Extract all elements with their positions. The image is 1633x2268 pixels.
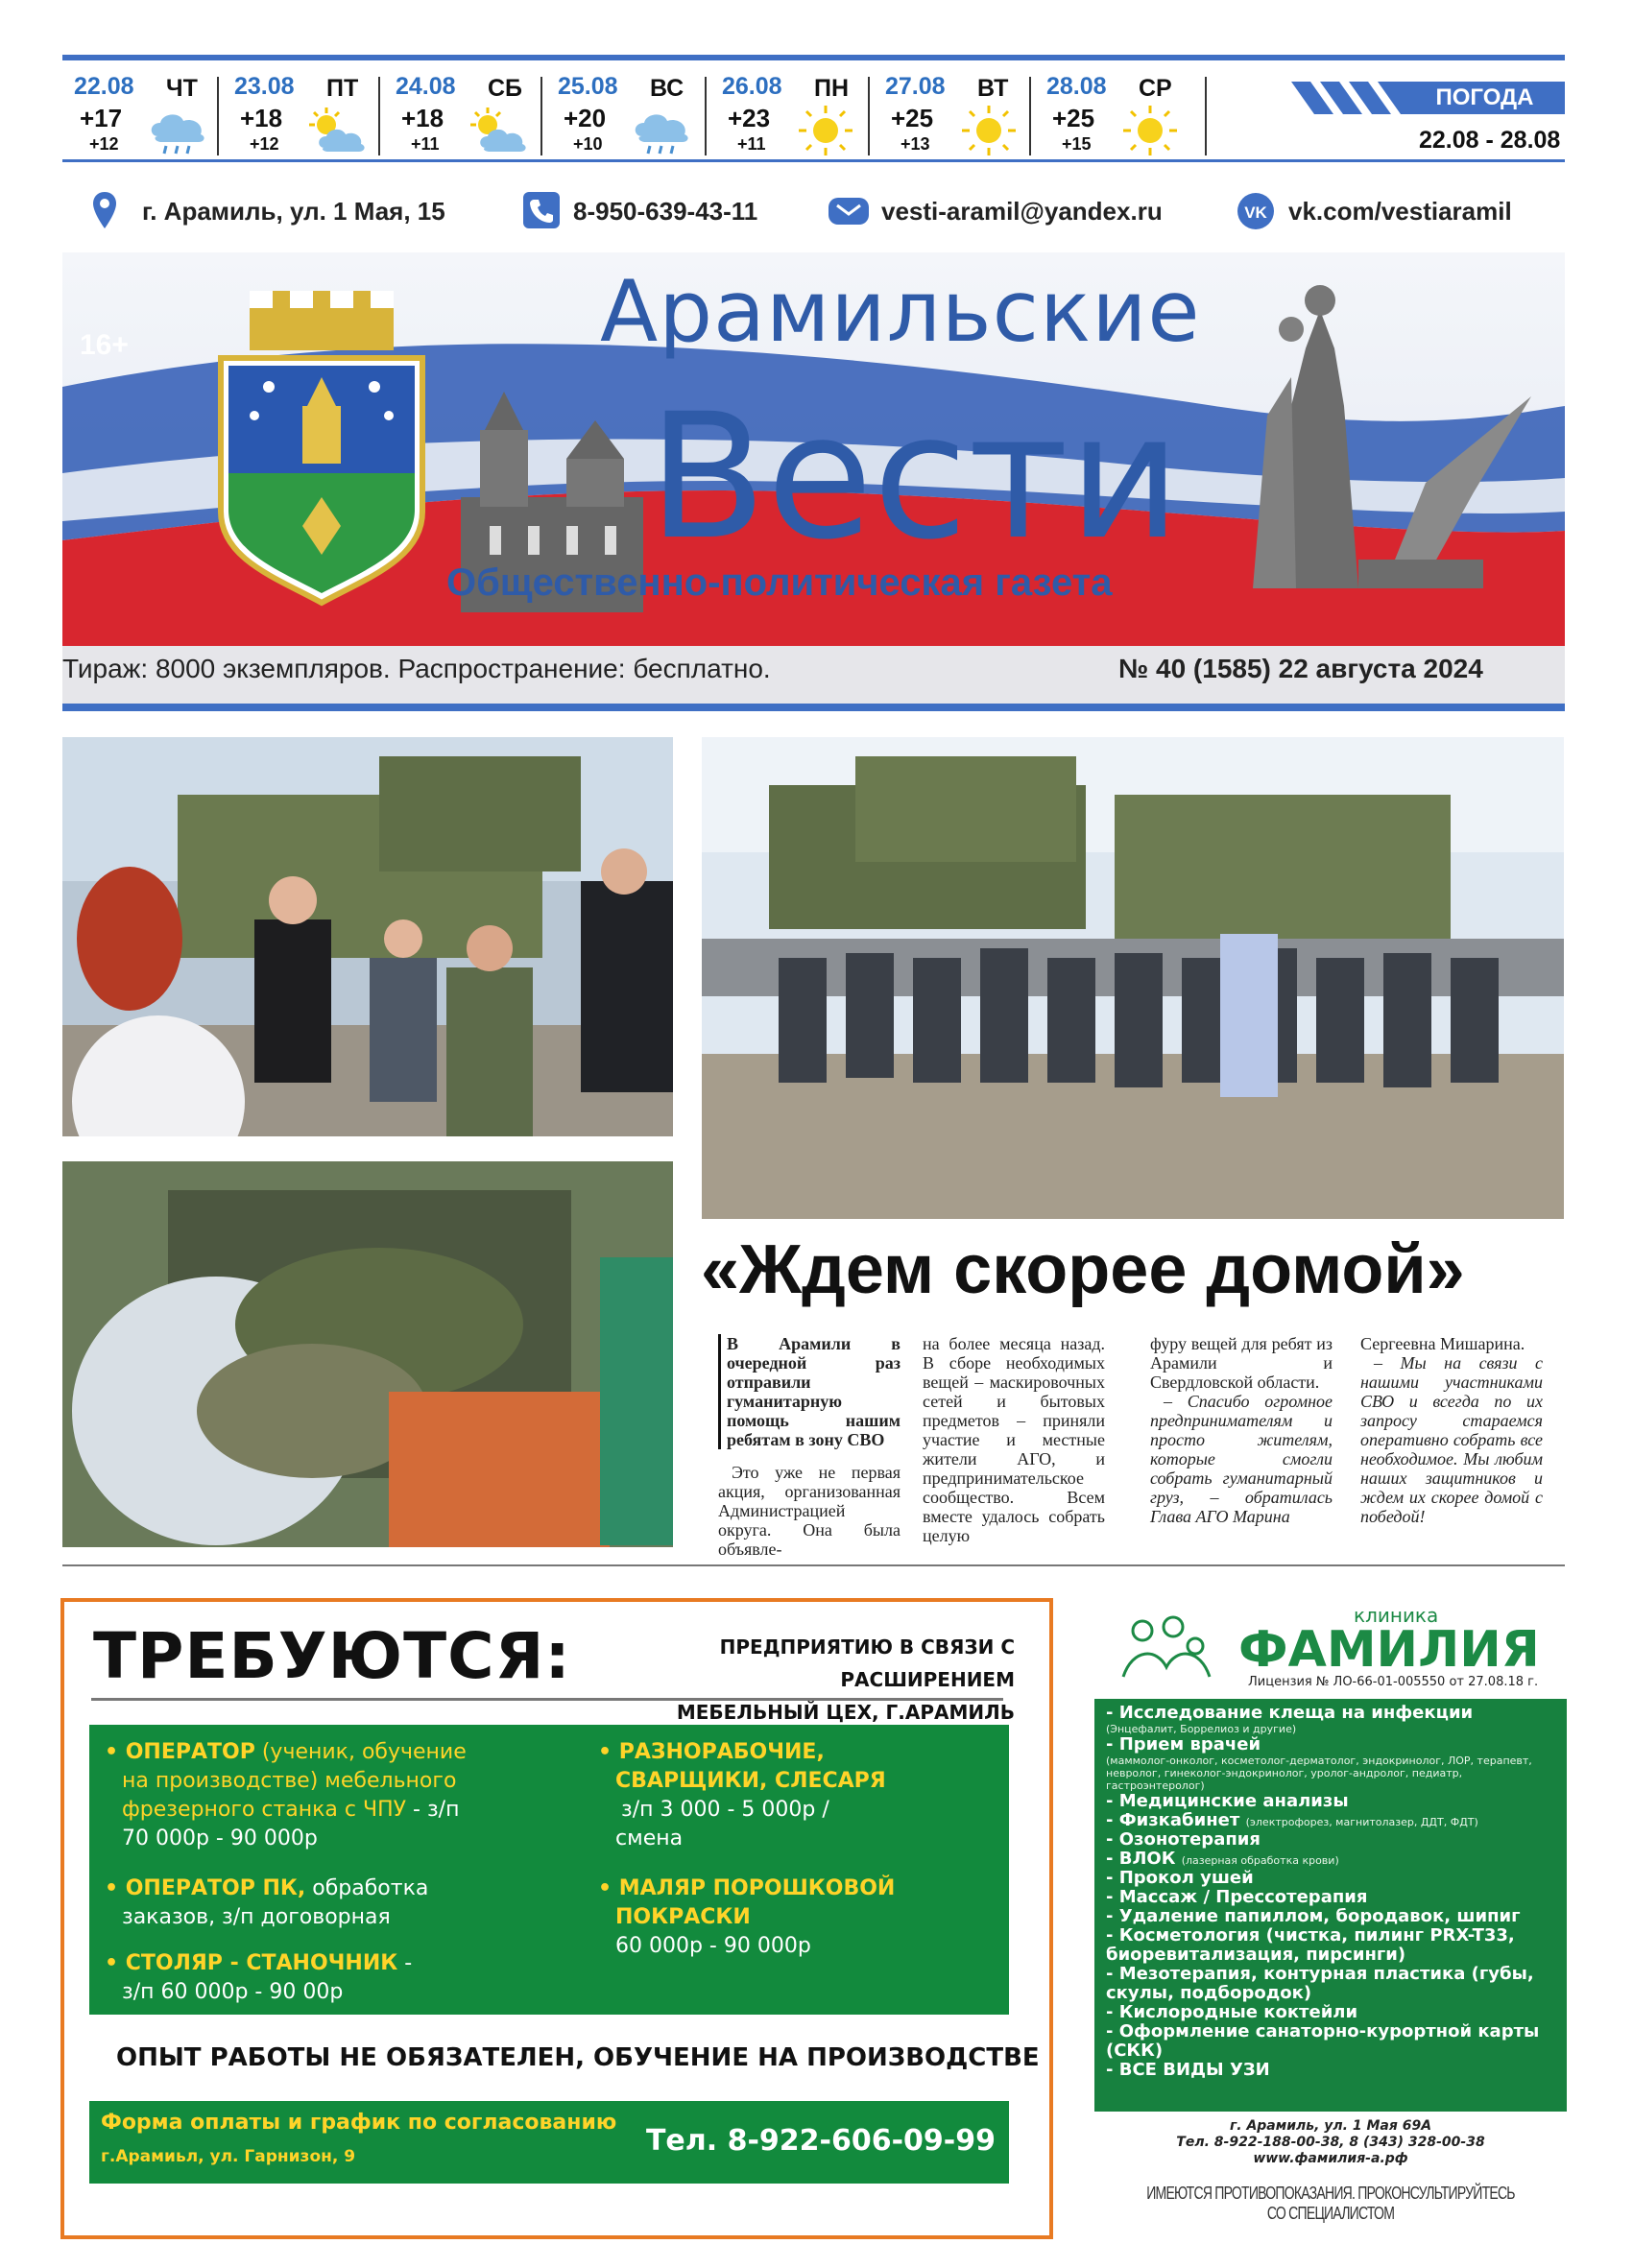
job-ad-rule (91, 1698, 1003, 1701)
job-line-text: фрезерного станка с ЧПУ (122, 1798, 407, 1822)
weather-high: +18 (401, 104, 444, 132)
clinic-service-note: (лазерная обработка крови) (1181, 1854, 1339, 1867)
weather-low: +11 (411, 134, 440, 154)
clinic-service-note: (электрофорез, магнитолазер, ДДТ, ФДТ) (1245, 1816, 1478, 1828)
job-line: з/п 60 000р - 90 00р (122, 1980, 344, 2004)
job-advertisement (60, 1598, 1053, 2239)
clinic-header (1094, 1598, 1567, 1694)
clinic-service-item (1106, 1792, 1557, 1811)
masthead-bottom-rule (62, 704, 1565, 711)
weather-low: +13 (901, 134, 930, 154)
stripes-decoration (1291, 82, 1416, 114)
section-divider (62, 1564, 1565, 1566)
clinic-phones: Тел. 8-922-188-00-38, 8 (343) 328-00-38 (1176, 2135, 1485, 2150)
weather-date: 23.08 (234, 73, 295, 100)
circulation-text (62, 654, 1022, 684)
clinic-service-item (1106, 1735, 1557, 1792)
job-item-operator-pc (105, 1874, 546, 1932)
newspaper-title-line1: Арамильские (600, 262, 1201, 361)
article-col3-text-b: – Спасибо огромное предпринимателям и просто жителям, которые смогли собрать гуманитарный груз, – обратилась Глава АГО Марина (1150, 1392, 1333, 1526)
weather-day (62, 69, 222, 155)
coat-of-arms-icon (211, 291, 432, 608)
clinic-service-title: - Прием врачей (1106, 1734, 1261, 1755)
sun-icon (1117, 104, 1183, 157)
job-ad-subtitle-line1: ПРЕДПРИЯТИЮ В СВЯЗИ С РАСШИРЕНИЕМ (719, 1635, 1015, 1691)
weather-weekday: ЧТ (166, 75, 198, 102)
weather-weekday: ПТ (326, 75, 359, 102)
clinic-service-title: - Озонотерапия (1106, 1829, 1261, 1850)
clinic-service-item (1106, 1907, 1557, 1926)
weather-day (710, 69, 870, 155)
article-col1-text: Это уже не первая акция, организованная Администрацией округа. Она была объявле- (718, 1463, 901, 1559)
clinic-advertisement (1094, 1598, 1567, 2239)
partly-cloudy-icon (305, 104, 371, 157)
clinic-service-title: - Физкабинет (электрофорез, магнитолазер, ДДТ, ФДТ) (1106, 1810, 1478, 1830)
clinic-service-item (1106, 1830, 1557, 1850)
weather-day (1035, 69, 1194, 155)
clinic-service-item (1106, 1888, 1557, 1907)
weather-date: 26.08 (722, 73, 782, 100)
clinic-name: ФАМИЛИЯ (1238, 1621, 1540, 1679)
article-col-2 (923, 1334, 1105, 1545)
clinic-service-item (1106, 1704, 1557, 1735)
clinic-service-title: - Массаж / Прессотерапия (1106, 1887, 1368, 1907)
job-line (105, 1796, 546, 1825)
job-line: 60 000р - 90 000р (615, 1934, 811, 1958)
article-headline: «Ждем скорее домой» (701, 1231, 1465, 1308)
article-col4-text-b: – Мы на связи с нашими участниками СВО и всегда по их запросу стараемся оперативно собрать все необходимое. Мы любим наших защитников и ждем их скорее домой с победой! (1360, 1353, 1543, 1526)
weather-date: 24.08 (396, 73, 456, 100)
weather-low: +11 (737, 134, 766, 154)
job-line: з/п 3 000 - 5 000р / (621, 1798, 829, 1822)
weather-range: 22.08 - 28.08 (1419, 127, 1561, 154)
clinic-service-item (1106, 1850, 1557, 1869)
job-name: • РАЗНОРАБОЧИЕ, (598, 1740, 825, 1764)
job-line: заказов, з/п договорная (122, 1905, 391, 1929)
article-lead: В Арамили в очередной раз отправили гуманитарную помощь нашим ребятам в зону СВО (718, 1334, 901, 1449)
weather-high: +20 (564, 104, 607, 132)
vk-icon (1237, 192, 1275, 230)
sun-icon (793, 104, 858, 157)
clinic-address: г. Арамиль, ул. 1 Мая 69А (1229, 2118, 1432, 2134)
clinic-small-label: клиника (1354, 1604, 1439, 1627)
job-name: • СТОЛЯР - СТАНОЧНИК (105, 1951, 398, 1975)
rain-cloud-icon (629, 104, 694, 157)
clinic-service-item (1106, 1869, 1557, 1888)
clinic-service-note: (маммолог-онколог, косметолог-дерматолог, эндокринолог, ЛОР, терапевт, невролог, гинеколог-эндокринолог, уролог-андролог, педиатр, гастроэнтеролог) (1106, 1755, 1532, 1792)
job-list-panel (89, 1725, 1009, 2015)
job-name: • ОПЕРАТОР (105, 1740, 255, 1764)
job-ad-footer (89, 2101, 1009, 2184)
weather-low: +12 (89, 134, 119, 154)
phone-text: 8-950-639-43-11 (573, 197, 758, 226)
weather-high: +23 (728, 104, 771, 132)
job-name: • МАЛЯР ПОРОШКОВОЙ (598, 1876, 896, 1900)
weather-label: ПОГОДА (1405, 82, 1565, 114)
weather-weekday: СР (1139, 75, 1172, 102)
weather-low: +10 (573, 134, 603, 154)
article-col2-text: на более месяца назад. В сборе необходимых вещей – маскировочных сетей и бытовых предметов – приняли участие и местные жители АГО, и предпринимательское сообщество. Всем вместе удалось собрать целую (923, 1334, 1105, 1545)
newspaper-title-line2: Вести (648, 377, 1182, 578)
weather-label-box (1291, 82, 1565, 114)
masthead (62, 252, 1565, 711)
article-col-4 (1360, 1334, 1543, 1526)
clinic-service-title: - Прокол ушей (1106, 1868, 1254, 1888)
job-pay-label: - з/п (406, 1798, 460, 1822)
job-ad-title: ТРЕБУЮТСЯ: (93, 1619, 571, 1693)
job-ad-payment: Форма оплаты и график по согласованию (101, 2111, 617, 2135)
article-col4-text-a: Сергеевна Мишарина. (1360, 1334, 1525, 1353)
clinic-warning: ИМЕЮТСЯ ПРОТИВОПОКАЗАНИЯ. ПРОКОНСУЛЬТИРУЙТЕСЬ СО СПЕЦИАЛИСТОМ (1146, 2184, 1515, 2223)
rain-cloud-icon (145, 104, 210, 157)
job-line (105, 1767, 546, 1796)
job-detail: - (397, 1951, 413, 1975)
photo-group-with-trucks (702, 737, 1564, 1219)
job-item-operator-cnc (105, 1738, 546, 1853)
clinic-service-note: (Энцефалит, Боррелиоз и другие) (1106, 1723, 1297, 1735)
photo-people-talking (62, 737, 673, 1136)
mail-icon (828, 197, 870, 226)
weather-date: 25.08 (558, 73, 618, 100)
weather-day (384, 69, 543, 155)
job-ad-note: ОПЫТ РАБОТЫ НЕ ОБЯЗАТЕЛЕН, ОБУЧЕНИЕ НА ПРОИЗВОДСТВЕ (116, 2043, 1040, 2072)
job-detail: (ученик, обучение (254, 1740, 467, 1764)
weather-date: 28.08 (1046, 73, 1107, 100)
article-col-1 (718, 1334, 901, 1559)
weather-day (546, 69, 706, 155)
job-item-joiner (105, 1949, 546, 2007)
weather-separator (540, 77, 542, 155)
weather-high: +25 (891, 104, 934, 132)
clinic-service-title: - Удаление папиллом, бородавок, шипиг (1106, 1906, 1521, 1926)
clinic-service-item (1106, 2061, 1557, 2080)
weather-separator (217, 77, 219, 155)
clinic-service-title: - Мезотерапия, контурная пластика (губы, скулы, подбородок) (1106, 1964, 1534, 2003)
age-rating: 16+ (80, 329, 129, 361)
sun-icon (956, 104, 1021, 157)
clinic-service-item (1106, 1811, 1557, 1830)
job-line: смена (615, 1826, 684, 1850)
family-logo-icon (1114, 1610, 1219, 1686)
clinic-service-title: - Косметология (чистка, пилинг PRX-T33, биоревитализация, пирсинги) (1106, 1925, 1515, 1965)
clinic-service-title: - Медицинские анализы (1106, 1791, 1349, 1811)
photo-cargo-in-vehicle (62, 1161, 673, 1547)
clinic-license: Лицензия № ЛО-66-01-005550 от 27.08.18 г. (1248, 1675, 1539, 1689)
job-item-laborers (598, 1738, 1001, 1853)
weather-weekday: ВТ (977, 75, 1009, 102)
weather-date: 22.08 (74, 73, 134, 100)
article-col-3 (1150, 1334, 1333, 1526)
clinic-service-title: - Оформление санаторно-курортной карты (СКК) (1106, 2021, 1540, 2061)
weather-weekday: СБ (488, 75, 523, 102)
address-text: г. Арамиль, ул. 1 Мая, 15 (142, 197, 445, 226)
weather-day (874, 69, 1033, 155)
location-pin-icon (91, 190, 118, 230)
weather-separator (868, 77, 870, 155)
weather-separator (705, 77, 707, 155)
weather-high: +25 (1052, 104, 1095, 132)
newspaper-subtitle: Общественно-политическая газета (446, 561, 1113, 604)
weather-day (223, 69, 382, 155)
vk-text: vk.com/vestiaramil (1288, 197, 1512, 226)
clinic-service-title: - ВЛОК (лазерная обработка крови) (1106, 1849, 1339, 1869)
clinic-service-item (1106, 1926, 1557, 1965)
email-text: vesti-aramil@yandex.ru (881, 197, 1163, 226)
clinic-service-item (1106, 2022, 1557, 2061)
job-line: ПОКРАСКИ (615, 1905, 751, 1929)
job-detail: обработка (305, 1876, 429, 1900)
job-ad-subtitle-line2: МЕБЕЛЬНЫЙ ЦЕХ, Г.АРАМИЛЬ (676, 1701, 1015, 1724)
weather-top-rule (62, 55, 1565, 60)
job-line-text: на производстве) мебельного (122, 1769, 457, 1793)
svg-text:VK: VK (1244, 203, 1267, 222)
clinic-service-title: - Кислородные коктейли (1106, 2002, 1358, 2022)
phone-icon (523, 192, 560, 228)
circulation-value: Тираж: 8000 экземпляров. Распространение: бесплатно. (62, 654, 771, 683)
job-name: • ОПЕРАТОР ПК, (105, 1876, 306, 1900)
weather-separator (1205, 77, 1207, 155)
weather-weekday: ВС (650, 75, 684, 102)
weather-separator (1029, 77, 1031, 155)
clinic-service-title: - ВСЕ ВИДЫ УЗИ (1106, 2060, 1270, 2080)
job-ad-address: г.Арамиьл, ул. Гарнизон, 9 (101, 2147, 356, 2166)
job-ad-subtitle (573, 1631, 1015, 1729)
clinic-contacts (1094, 2118, 1567, 2167)
weather-weekday: ПН (814, 75, 850, 102)
weather-bottom-rule (62, 159, 1565, 162)
job-line: СВАРЩИКИ, СЛЕСАРЯ (615, 1769, 886, 1793)
issue-number: № 40 (1585) 22 августа 2024 (1118, 654, 1483, 683)
job-ad-phone: Тел. 8-922-606-09-99 (645, 2124, 996, 2158)
weather-separator (378, 77, 380, 155)
clinic-service-title: - Исследование клеща на инфекции (1106, 1703, 1474, 1723)
weather-high: +17 (80, 104, 123, 132)
weather-low: +15 (1062, 134, 1092, 154)
job-pay: 70 000р - 90 000р (122, 1826, 318, 1850)
weather-low: +12 (250, 134, 279, 154)
clinic-service-item (1106, 1965, 1557, 2003)
weather-date: 27.08 (885, 73, 946, 100)
clinic-services-list (1106, 1704, 1557, 2080)
article-col3-text-a: фуру вещей для ребят из Арамили и Свердловской области. (1150, 1334, 1333, 1392)
partly-cloudy-icon (467, 104, 532, 157)
clinic-service-item (1106, 2003, 1557, 2022)
weather-high: +18 (240, 104, 283, 132)
job-item-painter (598, 1874, 1001, 1961)
clinic-site: www.фамилия-а.рф (1253, 2151, 1408, 2166)
